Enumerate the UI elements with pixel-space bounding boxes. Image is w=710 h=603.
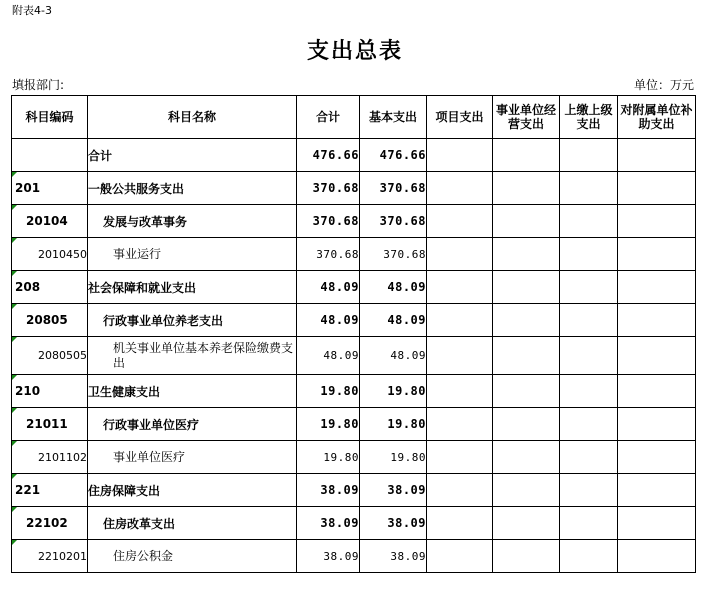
row-code: 22102: [12, 507, 88, 540]
row-code: 221: [12, 474, 88, 507]
page-title: 支出总表: [306, 39, 403, 64]
row-total: 19.80: [297, 408, 360, 441]
row-project: [427, 375, 493, 408]
header-row: [12, 96, 696, 139]
row-business: [493, 540, 560, 573]
table-row: [12, 205, 696, 238]
row-business: [493, 474, 560, 507]
row-business: [493, 238, 560, 271]
row-subsidy: [618, 441, 696, 474]
row-upper: [560, 540, 618, 573]
row-upper: [560, 271, 618, 304]
row-total: 370.68: [297, 238, 360, 271]
row-subsidy: [618, 172, 696, 205]
row-basic: 370.68: [360, 205, 427, 238]
row-subsidy: [618, 271, 696, 304]
row-subsidy: [618, 507, 696, 540]
row-business: [493, 337, 560, 375]
row-code: 2101102: [12, 441, 88, 474]
row-subsidy: [618, 474, 696, 507]
row-total: 48.09: [297, 271, 360, 304]
row-subsidy: [618, 238, 696, 271]
row-code: 2210201: [12, 540, 88, 573]
row-upper: [560, 408, 618, 441]
header-basic: 基本支出: [360, 96, 427, 139]
row-name: 卫生健康支出: [88, 375, 297, 408]
row-total: 19.80: [297, 375, 360, 408]
row-project: [427, 304, 493, 337]
row-basic: 38.09: [360, 474, 427, 507]
row-total: 476.66: [297, 139, 360, 172]
row-code: 208: [12, 271, 88, 304]
row-name: 住房改革支出: [88, 507, 297, 540]
row-code: 2010450: [12, 238, 88, 271]
row-subsidy: [618, 337, 696, 375]
row-total: 48.09: [297, 304, 360, 337]
row-project: [427, 441, 493, 474]
row-project: [427, 172, 493, 205]
row-basic: 19.80: [360, 375, 427, 408]
row-upper: [560, 238, 618, 271]
row-name: 合计: [88, 139, 297, 172]
row-business: [493, 139, 560, 172]
row-business: [493, 441, 560, 474]
row-project: [427, 507, 493, 540]
header-upper: 上缴上级支出: [560, 96, 618, 139]
row-basic: 38.09: [360, 540, 427, 573]
row-subsidy: [618, 540, 696, 573]
row-code: 201: [12, 172, 88, 205]
table-row: [12, 540, 696, 573]
row-name: 一般公共服务支出: [88, 172, 297, 205]
table-row: [12, 304, 696, 337]
row-upper: [560, 139, 618, 172]
row-business: [493, 304, 560, 337]
row-total: 48.09: [297, 337, 360, 375]
table-row: [12, 441, 696, 474]
row-basic: 476.66: [360, 139, 427, 172]
row-project: [427, 474, 493, 507]
row-basic: 48.09: [360, 271, 427, 304]
row-code: 20805: [12, 304, 88, 337]
row-business: [493, 205, 560, 238]
row-name: 住房公积金: [88, 540, 297, 573]
row-upper: [560, 337, 618, 375]
row-total: 19.80: [297, 441, 360, 474]
row-code: 20104: [12, 205, 88, 238]
table-row: [12, 375, 696, 408]
row-basic: 370.68: [360, 238, 427, 271]
table-row: [12, 238, 696, 271]
header-name: 科目名称: [88, 96, 297, 139]
row-subsidy: [618, 375, 696, 408]
table-row: [12, 172, 696, 205]
header-business: 事业单位经营支出: [493, 96, 560, 139]
row-total: 370.68: [297, 205, 360, 238]
row-business: [493, 375, 560, 408]
table-row: [12, 337, 696, 375]
row-upper: [560, 375, 618, 408]
row-business: [493, 408, 560, 441]
row-project: [427, 238, 493, 271]
row-basic: 370.68: [360, 172, 427, 205]
table-row: [12, 474, 696, 507]
row-name: 事业单位医疗: [88, 441, 297, 474]
row-project: [427, 540, 493, 573]
row-basic: 38.09: [360, 507, 427, 540]
row-code: 21011: [12, 408, 88, 441]
row-name: 机关事业单位基本养老保险缴费支出: [88, 337, 297, 375]
row-subsidy: [618, 139, 696, 172]
row-code: 210: [12, 375, 88, 408]
row-code: 2080505: [12, 337, 88, 375]
row-upper: [560, 205, 618, 238]
row-upper: [560, 441, 618, 474]
row-basic: 48.09: [360, 337, 427, 375]
table-row: [12, 507, 696, 540]
row-subsidy: [618, 205, 696, 238]
row-subsidy: [618, 408, 696, 441]
row-business: [493, 507, 560, 540]
row-code: [12, 139, 88, 172]
row-project: [427, 408, 493, 441]
table-row: [12, 408, 696, 441]
row-subsidy: [618, 304, 696, 337]
table-row: [12, 139, 696, 172]
header-total: 合计: [297, 96, 360, 139]
row-name: 行政事业单位养老支出: [88, 304, 297, 337]
table-row: [12, 271, 696, 304]
department-label: 填报部门:: [12, 78, 65, 92]
row-total: 38.09: [297, 474, 360, 507]
row-total: 38.09: [297, 540, 360, 573]
row-name: 行政事业单位医疗: [88, 408, 297, 441]
row-name: 社会保障和就业支出: [88, 271, 297, 304]
row-name: 发展与改革事务: [88, 205, 297, 238]
row-basic: 19.80: [360, 441, 427, 474]
row-basic: 19.80: [360, 408, 427, 441]
row-upper: [560, 474, 618, 507]
unit-label: 单位：万元: [633, 78, 694, 92]
header-subsidy: 对附属单位补助支出: [618, 96, 696, 139]
row-total: 370.68: [297, 172, 360, 205]
row-basic: 48.09: [360, 304, 427, 337]
row-business: [493, 172, 560, 205]
row-project: [427, 337, 493, 375]
row-business: [493, 271, 560, 304]
header-code: 科目编码: [12, 96, 88, 139]
row-project: [427, 205, 493, 238]
row-total: 38.09: [297, 507, 360, 540]
header-project: 项目支出: [427, 96, 493, 139]
expenditure-table: [11, 95, 696, 573]
row-project: [427, 139, 493, 172]
row-project: [427, 271, 493, 304]
row-upper: [560, 172, 618, 205]
appendix-label: 附表4-3: [12, 4, 52, 17]
row-name: 住房保障支出: [88, 474, 297, 507]
row-upper: [560, 507, 618, 540]
row-upper: [560, 304, 618, 337]
row-name: 事业运行: [88, 238, 297, 271]
